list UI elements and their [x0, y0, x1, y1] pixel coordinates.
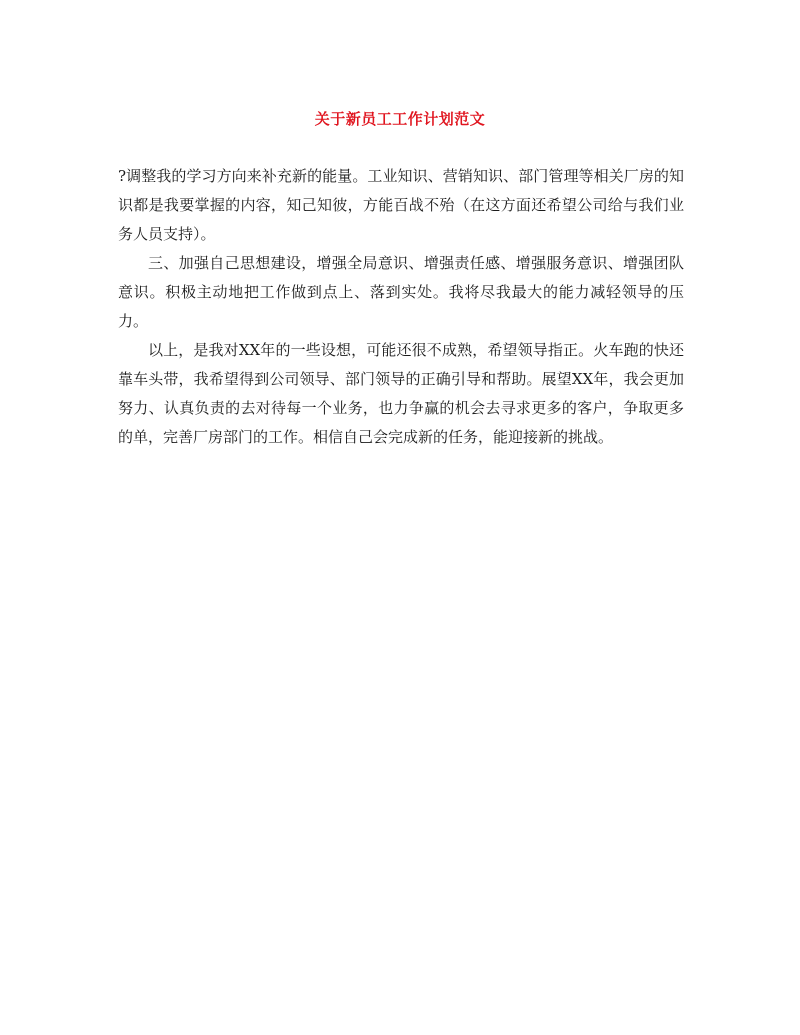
- document-title: 关于新员工工作计划范文: [314, 110, 486, 128]
- document-body: [118, 162, 684, 452]
- paragraph-1: ?调整我的学习方向来补充新的能量。工业知识、营销知识、部门管理等相关厂房的知识都是我要掌握的内容，知己知彼，方能百战不殆（在这方面还希望公司给与我们业务人员支持）。: [118, 167, 684, 243]
- paragraph-3: 以上，是我对XX年的一些设想，可能还很不成熟，希望领导指正。火车跑的快还靠车头带，我希望得到公司领导、部门领导的正确引导和帮助。展望XX年，我会更加努力、认真负责的去对待每一个业务，也力争赢的机会去寻求更多的客户，争取更多的单，完善厂房部门的工作。相信自己会完成新的任务，能迎接新的挑战。: [118, 341, 684, 446]
- paragraph-2: 三、加强自己思想建设，增强全局意识、增强责任感、增强服务意识、增强团队意识。积极主动地把工作做到点上、落到实处。我将尽我最大的能力减轻领导的压力。: [118, 254, 684, 330]
